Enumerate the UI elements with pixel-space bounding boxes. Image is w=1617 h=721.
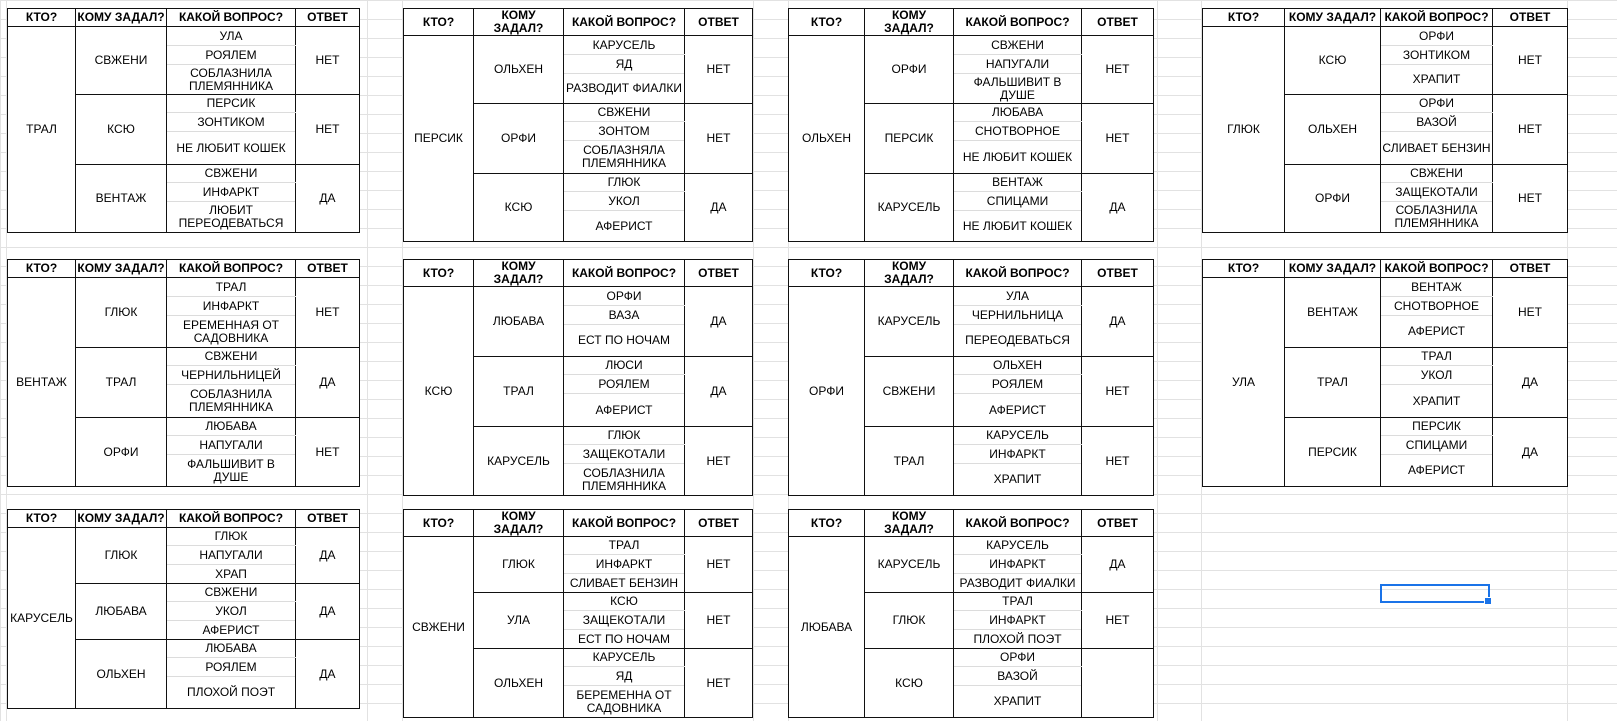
question-cell[interactable]: ЯД (564, 667, 685, 686)
question-cell[interactable]: КАРУСЕЛЬ (564, 36, 685, 55)
who-cell[interactable]: ОЛЬХЕН (789, 36, 865, 242)
answer-cell[interactable]: НЕТ (296, 278, 360, 348)
who-cell[interactable]: СВЖЕНИ (404, 537, 474, 718)
asked-cell[interactable]: ВЕНТАЖ (76, 165, 167, 233)
question-cell[interactable]: НАПУГАЛИ (954, 55, 1082, 74)
question-cell[interactable]: ЕРЕМЕННАЯ ОТ САДОВНИКА (167, 316, 296, 348)
question-cell[interactable]: ТРАЛ (1381, 348, 1493, 366)
header-who: КТО? (8, 260, 76, 278)
question-cell[interactable]: ИНФАРКТ (167, 183, 296, 202)
header-asked: КОМУ ЗАДАЛ? (865, 9, 954, 36)
asked-cell[interactable]: СВЖЕНИ (865, 357, 954, 427)
question-cell[interactable]: ОРФИ (1381, 27, 1493, 46)
question-cell[interactable]: СЛИВАЕТ БЕНЗИН (564, 574, 685, 593)
asked-cell[interactable]: ОЛЬХЕН (474, 649, 564, 718)
answer-cell[interactable]: НЕТ (296, 418, 360, 487)
question-cell[interactable]: РОЯЛЕМ (564, 375, 685, 394)
answer-cell[interactable]: НЕТ (1493, 27, 1568, 95)
question-cell[interactable]: УКОЛ (1381, 366, 1493, 385)
question-cell[interactable]: ИНФАРКТ (954, 555, 1082, 574)
header-answer: ОТВЕТ (296, 260, 360, 278)
selected-cell[interactable] (1380, 584, 1490, 603)
answer-cell[interactable]: ДА (1493, 348, 1568, 418)
header-asked: КОМУ ЗАДАЛ? (865, 510, 954, 537)
question-table (788, 509, 1154, 718)
who-cell[interactable]: КСЮ (404, 287, 474, 496)
question-cell[interactable]: УКОЛ (167, 602, 296, 621)
answer-cell[interactable]: НЕТ (1082, 427, 1154, 496)
question-cell[interactable]: УКОЛ (564, 192, 685, 211)
who-cell[interactable]: ПЕРСИК (404, 36, 474, 242)
question-cell[interactable]: ЕСТ ПО НОЧАМ (564, 325, 685, 357)
asked-cell[interactable]: ГЛЮК (474, 537, 564, 593)
question-table (1202, 259, 1568, 487)
question-cell[interactable]: ЗОНТИКОМ (167, 113, 296, 132)
question-cell[interactable]: ОРФИ (954, 649, 1082, 667)
question-cell[interactable]: ВЕНТАЖ (954, 174, 1082, 192)
question-cell[interactable]: ОЛЬХЕН (954, 357, 1082, 375)
answer-cell[interactable]: НЕТ (685, 593, 753, 649)
question-cell[interactable]: СНОТВОРНОЕ (954, 122, 1082, 141)
question-cell[interactable]: ПЛОХОЙ ПОЭТ (954, 630, 1082, 649)
asked-cell[interactable]: ОРФИ (76, 418, 167, 487)
asked-cell[interactable]: КСЮ (1285, 27, 1381, 95)
answer-cell[interactable]: НЕТ (1082, 36, 1154, 104)
header-answer: ОТВЕТ (296, 9, 360, 27)
asked-cell[interactable]: ГЛЮК (76, 528, 167, 584)
question-cell[interactable]: РАЗВОДИТ ФИАЛКИ (564, 74, 685, 104)
question-cell[interactable]: АФЕРИСТ (1381, 455, 1493, 487)
question-cell[interactable]: ХРАПИТ (954, 464, 1082, 496)
asked-cell[interactable]: ТРАЛ (76, 348, 167, 418)
question-cell[interactable]: ЛЮСИ (564, 357, 685, 375)
question-cell[interactable]: УЛА (954, 287, 1082, 306)
asked-cell[interactable]: КАРУСЕЛЬ (474, 427, 564, 496)
asked-cell[interactable]: ОЛЬХЕН (474, 36, 564, 104)
asked-cell[interactable]: ВЕНТАЖ (1285, 278, 1381, 348)
question-cell[interactable]: ХРАП (167, 565, 296, 584)
asked-cell[interactable]: ОРФИ (474, 104, 564, 174)
question-cell[interactable]: СОБЛАЗНИЛА ПЛЕМЯННИКА (564, 464, 685, 496)
header-answer: ОТВЕТ (685, 9, 753, 36)
question-cell[interactable]: ЧЕРНИЛЬНИЦЕЙ (167, 366, 296, 385)
header-question: КАКОЙ ВОПРОС? (167, 9, 296, 27)
answer-cell[interactable]: НЕТ (1082, 357, 1154, 427)
question-cell[interactable]: АФЕРИСТ (564, 394, 685, 427)
asked-cell[interactable]: СВЖЕНИ (76, 27, 167, 95)
question-cell[interactable]: ЕСТ ПО НОЧАМ (564, 630, 685, 649)
asked-cell[interactable]: ОРФИ (865, 36, 954, 104)
question-cell[interactable]: СВЖЕНИ (167, 165, 296, 183)
answer-cell[interactable]: НЕТ (1493, 165, 1568, 233)
question-cell[interactable]: ИНФАРКТ (954, 611, 1082, 630)
question-cell[interactable]: ПЕРСИК (1381, 418, 1493, 436)
answer-cell[interactable]: ДА (685, 357, 753, 427)
question-cell[interactable]: СЛИВАЕТ БЕНЗИН (1381, 132, 1493, 165)
header-question: КАКОЙ ВОПРОС? (564, 260, 685, 287)
question-table (7, 8, 360, 233)
header-asked: КОМУ ЗАДАЛ? (76, 9, 167, 27)
answer-cell[interactable]: ДА (1493, 418, 1568, 487)
answer-cell[interactable]: НЕТ (296, 95, 360, 165)
question-cell[interactable]: СНОТВОРНОЕ (1381, 297, 1493, 316)
question-cell[interactable]: ВАЗОЙ (954, 667, 1082, 686)
question-cell[interactable]: ПЛОХОЙ ПОЭТ (167, 677, 296, 709)
question-cell[interactable]: УЛА (167, 27, 296, 46)
question-table (1202, 8, 1568, 233)
header-who: КТО? (789, 510, 865, 537)
question-cell[interactable]: АФЕРИСТ (1381, 316, 1493, 348)
fill-handle[interactable] (1484, 597, 1492, 605)
question-cell[interactable]: КАРУСЕЛЬ (954, 427, 1082, 445)
question-cell[interactable]: КАРУСЕЛЬ (954, 537, 1082, 555)
question-cell[interactable]: РОЯЛЕМ (954, 375, 1082, 394)
question-cell[interactable]: СПИЦАМИ (954, 192, 1082, 211)
question-cell[interactable]: ИНФАРКТ (954, 445, 1082, 464)
question-cell[interactable]: РОЯЛЕМ (167, 46, 296, 65)
header-who: КТО? (789, 260, 865, 287)
who-cell[interactable]: ВЕНТАЖ (8, 278, 76, 487)
question-cell[interactable]: СОБЛАЗНИЛА ПЛЕМЯННИКА (167, 385, 296, 418)
question-cell[interactable]: ГЛЮК (564, 174, 685, 192)
question-cell[interactable]: ВЕНТАЖ (1381, 278, 1493, 297)
header-question: КАКОЙ ВОПРОС? (954, 510, 1082, 537)
question-cell[interactable]: ИНФАРКТ (564, 555, 685, 574)
question-cell[interactable]: АФЕРИСТ (167, 621, 296, 640)
asked-cell[interactable]: ТРАЛ (474, 357, 564, 427)
asked-cell[interactable]: КАРУСЕЛЬ (865, 287, 954, 357)
question-table (7, 509, 360, 709)
header-asked: КОМУ ЗАДАЛ? (1285, 9, 1381, 27)
question-cell[interactable]: ХРАПИТ (954, 686, 1082, 718)
question-cell[interactable]: ЗАЩЕКОТАЛИ (564, 445, 685, 464)
question-cell[interactable]: АФЕРИСТ (954, 394, 1082, 427)
question-cell[interactable]: ОРФИ (1381, 95, 1493, 113)
question-cell[interactable]: СПИЦАМИ (1381, 436, 1493, 455)
header-question: КАКОЙ ВОПРОС? (954, 260, 1082, 287)
asked-cell[interactable]: ТРАЛ (1285, 348, 1381, 418)
question-cell[interactable]: НАПУГАЛИ (167, 436, 296, 455)
question-cell[interactable]: АФЕРИСТ (564, 211, 685, 242)
answer-cell[interactable]: НЕТ (1493, 95, 1568, 165)
header-answer: ОТВЕТ (1082, 9, 1154, 36)
asked-cell[interactable]: ГЛЮК (865, 593, 954, 649)
header-question: КАКОЙ ВОПРОС? (1381, 260, 1493, 278)
question-cell[interactable]: ЛЮБАВА (167, 418, 296, 436)
question-cell[interactable]: СОБЛАЗНИЛА ПЛЕМЯННИКА (167, 65, 296, 95)
asked-cell[interactable]: ПЕРСИК (1285, 418, 1381, 487)
question-cell[interactable]: ТРАЛ (167, 278, 296, 297)
header-answer: ОТВЕТ (1493, 260, 1568, 278)
header-answer: ОТВЕТ (1082, 510, 1154, 537)
answer-cell[interactable]: ДА (685, 174, 753, 242)
asked-cell[interactable]: КАРУСЕЛЬ (865, 174, 954, 242)
question-cell[interactable]: ПЕРЕОДЕВАТЬСЯ (954, 325, 1082, 357)
header-who: КТО? (8, 9, 76, 27)
question-cell[interactable]: СВЖЕНИ (167, 348, 296, 366)
question-cell[interactable]: ФАЛЬШИВИТ В ДУШЕ (167, 455, 296, 487)
answer-cell[interactable]: НЕТ (1493, 278, 1568, 348)
answer-cell[interactable]: НЕТ (685, 649, 753, 718)
answer-cell[interactable]: НЕТ (685, 427, 753, 496)
question-cell[interactable]: РОЯЛЕМ (167, 658, 296, 677)
question-cell[interactable]: ЗАЩЕКОТАЛИ (1381, 183, 1493, 202)
who-cell[interactable]: ГЛЮК (1203, 27, 1285, 233)
question-table (403, 8, 753, 242)
header-asked: КОМУ ЗАДАЛ? (474, 9, 564, 36)
question-cell[interactable]: ЗОНТОМ (564, 122, 685, 141)
question-cell[interactable]: ТРАЛ (954, 593, 1082, 611)
header-answer: ОТВЕТ (685, 510, 753, 537)
header-question: КАКОЙ ВОПРОС? (167, 260, 296, 278)
asked-cell[interactable]: КСЮ (76, 95, 167, 165)
question-cell[interactable]: СВЖЕНИ (954, 36, 1082, 55)
asked-cell[interactable]: ОЛЬХЕН (1285, 95, 1381, 165)
question-cell[interactable]: СВЖЕНИ (167, 584, 296, 602)
answer-cell[interactable]: ДА (296, 584, 360, 640)
header-who: КТО? (404, 510, 474, 537)
header-who: КТО? (789, 9, 865, 36)
asked-cell[interactable]: ЛЮБАВА (76, 584, 167, 640)
question-cell[interactable]: ГЛЮК (167, 528, 296, 546)
question-cell[interactable]: РАЗВОДИТ ФИАЛКИ (954, 574, 1082, 593)
header-asked: КОМУ ЗАДАЛ? (76, 510, 167, 528)
answer-cell[interactable]: НЕТ (685, 537, 753, 593)
question-cell[interactable]: ЗАЩЕКОТАЛИ (564, 611, 685, 630)
question-cell[interactable]: ЛЮБАВА (954, 104, 1082, 122)
question-cell[interactable]: СОБЛАЗНЯЛА ПЛЕМЯННИКА (564, 141, 685, 174)
asked-cell[interactable]: УЛА (474, 593, 564, 649)
header-question: КАКОЙ ВОПРОС? (564, 9, 685, 36)
question-cell[interactable]: НЕ ЛЮБИТ КОШЕК (954, 211, 1082, 242)
answer-cell[interactable]: ДА (1082, 537, 1154, 593)
asked-cell[interactable]: ГЛЮК (76, 278, 167, 348)
header-question: КАКОЙ ВОПРОС? (1381, 9, 1493, 27)
answer-cell[interactable]: ДА (1082, 287, 1154, 357)
question-table (7, 259, 360, 487)
question-cell[interactable]: ЛЮБИТ ПЕРЕОДЕВАТЬСЯ (167, 202, 296, 233)
question-cell[interactable]: ВАЗА (564, 306, 685, 325)
asked-cell[interactable]: ОРФИ (1285, 165, 1381, 233)
question-cell[interactable]: ТРАЛ (564, 537, 685, 555)
header-asked: КОМУ ЗАДАЛ? (474, 510, 564, 537)
answer-cell[interactable]: ДА (296, 165, 360, 233)
header-answer: ОТВЕТ (1082, 260, 1154, 287)
answer-cell[interactable]: ДА (296, 640, 360, 709)
question-cell[interactable]: СВЖЕНИ (564, 104, 685, 122)
who-cell[interactable]: ЛЮБАВА (789, 537, 865, 718)
who-cell[interactable]: УЛА (1203, 278, 1285, 487)
asked-cell[interactable]: КАРУСЕЛЬ (865, 537, 954, 593)
header-asked: КОМУ ЗАДАЛ? (1285, 260, 1381, 278)
question-cell[interactable]: ЧЕРНИЛЬНИЦА (954, 306, 1082, 325)
asked-cell[interactable]: ТРАЛ (865, 427, 954, 496)
question-cell[interactable]: СОБЛАЗНИЛА ПЛЕМЯННИКА (1381, 202, 1493, 233)
header-who: КТО? (1203, 9, 1285, 27)
question-cell[interactable]: ХРАПИТ (1381, 385, 1493, 418)
header-question: КАКОЙ ВОПРОС? (954, 9, 1082, 36)
header-question: КАКОЙ ВОПРОС? (167, 510, 296, 528)
header-asked: КОМУ ЗАДАЛ? (76, 260, 167, 278)
answer-cell[interactable] (1082, 649, 1154, 718)
question-cell[interactable]: ФАЛЬШИВИТ В ДУШЕ (954, 74, 1082, 104)
who-cell[interactable]: КАРУСЕЛЬ (8, 528, 76, 709)
question-cell[interactable]: ЯД (564, 55, 685, 74)
asked-cell[interactable]: ОЛЬХЕН (76, 640, 167, 709)
header-answer: ОТВЕТ (1493, 9, 1568, 27)
header-question: КАКОЙ ВОПРОС? (564, 510, 685, 537)
question-cell[interactable]: КСЮ (564, 593, 685, 611)
question-cell[interactable]: НАПУГАЛИ (167, 546, 296, 565)
header-who: КТО? (8, 510, 76, 528)
answer-cell[interactable]: НЕТ (296, 27, 360, 95)
who-cell[interactable]: ОРФИ (789, 287, 865, 496)
question-cell[interactable]: ВАЗОЙ (1381, 113, 1493, 132)
answer-cell[interactable]: ДА (296, 528, 360, 584)
answer-cell[interactable]: ДА (1082, 174, 1154, 242)
asked-cell[interactable]: КСЮ (474, 174, 564, 242)
header-asked: КОМУ ЗАДАЛ? (865, 260, 954, 287)
header-who: КТО? (404, 9, 474, 36)
question-cell[interactable]: КАРУСЕЛЬ (564, 649, 685, 667)
question-cell[interactable]: НЕ ЛЮБИТ КОШЕК (167, 132, 296, 165)
question-table (788, 259, 1154, 496)
question-cell[interactable]: НЕ ЛЮБИТ КОШЕК (954, 141, 1082, 174)
header-answer: ОТВЕТ (296, 510, 360, 528)
asked-cell[interactable]: ЛЮБАВА (474, 287, 564, 357)
question-cell[interactable]: ХРАПИТ (1381, 65, 1493, 95)
answer-cell[interactable]: НЕТ (1082, 593, 1154, 649)
answer-cell[interactable]: ДА (296, 348, 360, 418)
question-table (788, 8, 1154, 242)
header-who: КТО? (404, 260, 474, 287)
question-cell[interactable]: ОРФИ (564, 287, 685, 306)
question-table (403, 509, 753, 718)
who-cell[interactable]: ТРАЛ (8, 27, 76, 233)
question-cell[interactable]: ЗОНТИКОМ (1381, 46, 1493, 65)
answer-cell[interactable]: НЕТ (685, 36, 753, 104)
asked-cell[interactable]: ПЕРСИК (865, 104, 954, 174)
question-cell[interactable]: ИНФАРКТ (167, 297, 296, 316)
answer-cell[interactable]: НЕТ (685, 104, 753, 174)
question-cell[interactable]: ПЕРСИК (167, 95, 296, 113)
question-cell[interactable]: БЕРЕМЕННА ОТ САДОВНИКА (564, 686, 685, 718)
header-asked: КОМУ ЗАДАЛ? (474, 260, 564, 287)
question-cell[interactable]: ГЛЮК (564, 427, 685, 445)
question-table (403, 259, 753, 496)
question-cell[interactable]: СВЖЕНИ (1381, 165, 1493, 183)
question-cell[interactable]: ЛЮБАВА (167, 640, 296, 658)
answer-cell[interactable]: ДА (685, 287, 753, 357)
asked-cell[interactable]: КСЮ (865, 649, 954, 718)
answer-cell[interactable]: НЕТ (1082, 104, 1154, 174)
header-who: КТО? (1203, 260, 1285, 278)
header-answer: ОТВЕТ (685, 260, 753, 287)
